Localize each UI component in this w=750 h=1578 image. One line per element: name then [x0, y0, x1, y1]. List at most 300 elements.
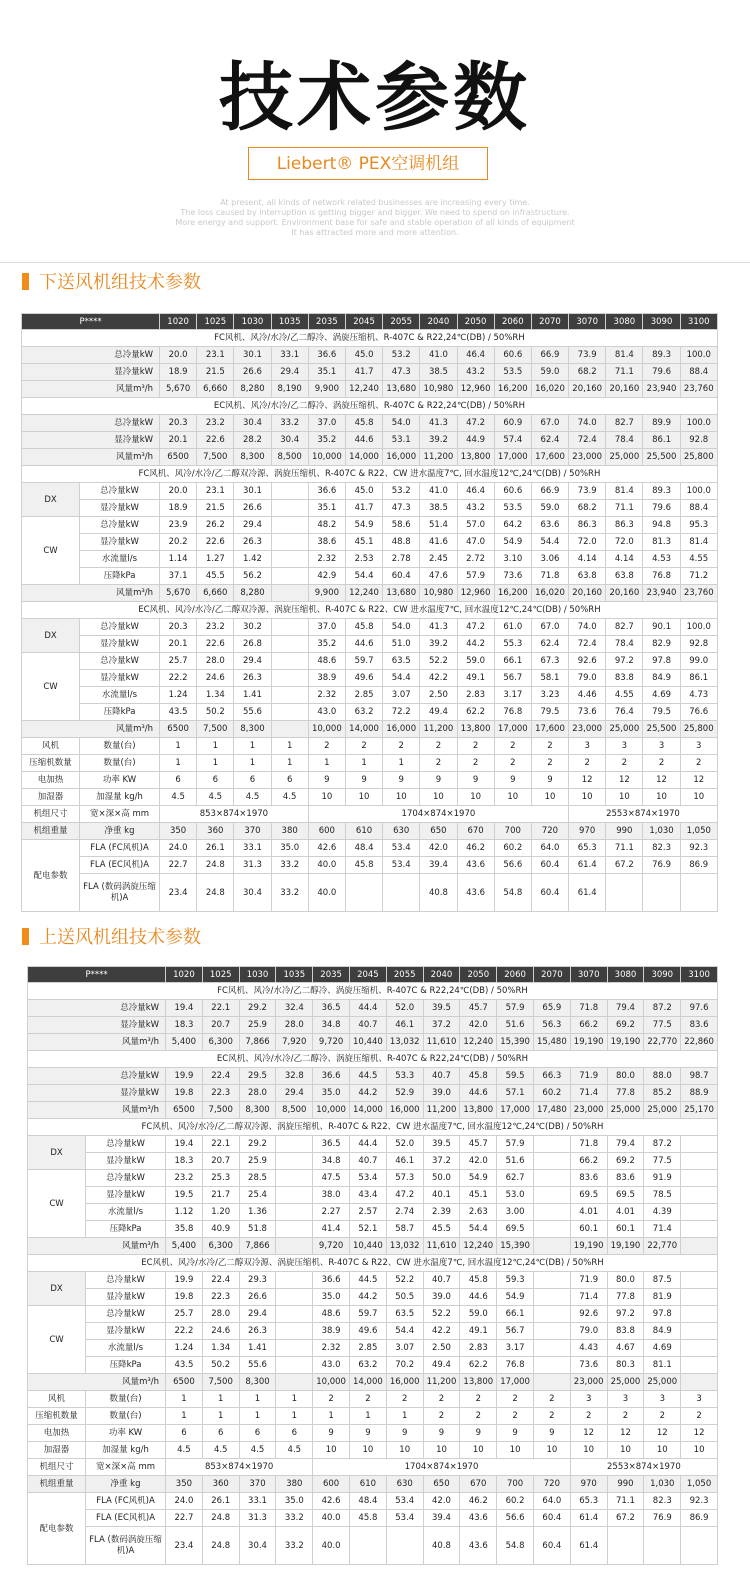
- table-cell: 52.2: [420, 653, 457, 670]
- table-cell: 9,720: [313, 1238, 350, 1255]
- table-cell: 40.7: [423, 1068, 460, 1085]
- model-header: 2035: [308, 314, 345, 330]
- table-cell: 10: [308, 789, 345, 806]
- table-cell: 45.0: [345, 347, 382, 364]
- table-cell: 29.4: [234, 653, 271, 670]
- table-cell: 2: [386, 1391, 423, 1408]
- row-label: 显冷量kW: [80, 534, 160, 551]
- table-cell: 10: [643, 789, 680, 806]
- table-cell: 2: [460, 1391, 497, 1408]
- table-cell: 10: [681, 1442, 718, 1459]
- table-cell: 86.9: [681, 1510, 718, 1527]
- table-cell: 5,670: [160, 585, 197, 602]
- table-cell: 54.0: [383, 619, 420, 636]
- table-row: [28, 1000, 718, 1017]
- table-cell: 1,050: [680, 823, 717, 840]
- table-cell: 45.0: [345, 483, 382, 500]
- table-cell: 1: [239, 1391, 276, 1408]
- table-cell: 22,770: [644, 1034, 681, 1051]
- table-cell: 25,500: [643, 721, 680, 738]
- table-cell: 54.4: [531, 534, 568, 551]
- table-cell: [276, 1340, 313, 1357]
- table-cell: 26.2: [197, 517, 234, 534]
- table-cell: 38.9: [308, 670, 345, 687]
- table-cell: 3.07: [386, 1340, 423, 1357]
- table-cell: 12,240: [460, 1034, 497, 1051]
- table-cell: [350, 1527, 387, 1565]
- table-cell: 84.9: [644, 1323, 681, 1340]
- table-cell: 44.9: [457, 432, 494, 449]
- table-row: [28, 1272, 718, 1289]
- table-cell: 59.3: [497, 1272, 534, 1289]
- table-cell: 81.1: [644, 1357, 681, 1374]
- table-row: [28, 967, 718, 983]
- table-cell: 17,000: [494, 721, 531, 738]
- table-cell: 35.2: [308, 432, 345, 449]
- table-cell: 670: [460, 1476, 497, 1493]
- table-cell: 1: [345, 755, 382, 772]
- table-cell: 51.8: [239, 1221, 276, 1238]
- product-subtitle: Liebert® PEX空调机组: [248, 147, 488, 180]
- table-cell: 72.2: [383, 704, 420, 721]
- row-label: FLA (EC风机)A: [80, 857, 160, 874]
- table-cell: 50.5: [386, 1289, 423, 1306]
- row-label: FLA (数码涡旋压缩机)A: [86, 1527, 166, 1565]
- table-cell: 88.4: [680, 500, 717, 517]
- table-cell: 45.1: [345, 534, 382, 551]
- table-cell: 54.4: [460, 1221, 497, 1238]
- table-cell: 14,000: [345, 449, 382, 466]
- table-cell: 700: [497, 1476, 534, 1493]
- row-label: 显冷量kW: [28, 1017, 166, 1034]
- table-cell: 19,190: [570, 1034, 607, 1051]
- row-label: 总冷量kW: [80, 619, 160, 636]
- row-label: 水流量l/s: [80, 551, 160, 568]
- table-cell: 990: [606, 823, 643, 840]
- table-cell: 67.2: [606, 857, 643, 874]
- row-label: 压缩机数量: [22, 755, 80, 772]
- table-row: [22, 347, 718, 364]
- table-cell: 34.8: [313, 1017, 350, 1034]
- table-cell: 2: [497, 1391, 534, 1408]
- table-cell: 10: [423, 1442, 460, 1459]
- page-title: 技术参数: [219, 55, 531, 141]
- table-cell: 28.2: [234, 432, 271, 449]
- table-row: [28, 1238, 718, 1255]
- table-row: [28, 1034, 718, 1051]
- table-cell: 11,200: [423, 1102, 460, 1119]
- table-cell: [276, 1306, 313, 1323]
- table-cell: 4.69: [644, 1340, 681, 1357]
- table-cell: 63.2: [350, 1357, 387, 1374]
- table-cell: 74.0: [569, 619, 606, 636]
- table-cell: 8,190: [271, 381, 308, 398]
- table-row: [22, 789, 718, 806]
- table-cell: 22.3: [202, 1085, 239, 1102]
- table-cell: 13,032: [386, 1238, 423, 1255]
- table-cell: 2: [607, 1408, 644, 1425]
- table-row: [22, 806, 718, 823]
- table-cell: 2.74: [386, 1204, 423, 1221]
- table-cell: 6,300: [202, 1238, 239, 1255]
- table-cell: 22.4: [202, 1068, 239, 1085]
- table-cell: 37.0: [308, 415, 345, 432]
- table-cell: 6500: [160, 721, 197, 738]
- table-cell: 2: [457, 755, 494, 772]
- table-cell: 23,940: [643, 381, 680, 398]
- table-cell: 2: [457, 738, 494, 755]
- table-cell: 2: [643, 755, 680, 772]
- row-label: 显冷量kW: [86, 1153, 166, 1170]
- table-cell: 9: [531, 772, 568, 789]
- table-cell: 73.6: [569, 704, 606, 721]
- table-cell: [681, 1187, 718, 1204]
- table-cell: 24.0: [160, 840, 197, 857]
- table-cell: [533, 1221, 570, 1238]
- table-cell: 22.3: [202, 1289, 239, 1306]
- section-heading-upflow: [22, 923, 201, 949]
- table-cell: 12,240: [460, 1238, 497, 1255]
- table-cell: 13,800: [457, 449, 494, 466]
- table-cell: 10,980: [420, 585, 457, 602]
- table-cell: 56.2: [234, 568, 271, 585]
- table-cell: 60.4: [533, 1510, 570, 1527]
- table-cell: 26.3: [234, 670, 271, 687]
- table-cell: 370: [239, 1476, 276, 1493]
- table-cell: 1.42: [234, 551, 271, 568]
- table-cell: 72.0: [569, 534, 606, 551]
- table-cell: 1.41: [234, 687, 271, 704]
- table-cell: 25.4: [239, 1187, 276, 1204]
- dx-label: DX: [22, 619, 80, 653]
- group-caption: EC风机、风冷/水冷/乙二醇双冷源、涡旋压缩机、R-407C & R22、CW 进水温度7℃, 回水温度12℃,24℃(DB) / 50%RH: [28, 1255, 718, 1272]
- table-cell: 2.83: [460, 1340, 497, 1357]
- model-header: 3100: [680, 314, 717, 330]
- table-cell: 10,000: [313, 1374, 350, 1391]
- table-cell: 10: [606, 789, 643, 806]
- table-cell: 23,940: [643, 585, 680, 602]
- table-cell: 34.8: [313, 1153, 350, 1170]
- table-cell: 85.2: [644, 1085, 681, 1102]
- table-cell: 44.5: [350, 1068, 387, 1085]
- table-cell: 4.01: [607, 1204, 644, 1221]
- table-cell: 9: [460, 1425, 497, 1442]
- table-cell: 79.6: [643, 500, 680, 517]
- table-cell: 10: [607, 1442, 644, 1459]
- table-cell: 30.2: [234, 619, 271, 636]
- blurb-line: The loss caused by interruption is getting bigger and bigger. We need to spend on infrastructure.: [180, 208, 570, 217]
- blurb-line: More energy and support. Environment base for safe and stable operation of all kinds of equipment: [175, 218, 575, 227]
- row-label: 水流量l/s: [80, 687, 160, 704]
- table-cell: 12,960: [457, 381, 494, 398]
- table-cell: 66.2: [570, 1153, 607, 1170]
- row-label: 总冷量kW: [86, 1136, 166, 1153]
- table-cell: 10: [420, 789, 457, 806]
- table-cell: 4.5: [160, 789, 197, 806]
- table-cell: 24.8: [202, 1510, 239, 1527]
- table-cell: 1: [234, 755, 271, 772]
- table-cell: [276, 1323, 313, 1340]
- table-cell: 23,760: [680, 381, 717, 398]
- table-cell: 63.8: [606, 568, 643, 585]
- table-cell: 9: [457, 772, 494, 789]
- table-cell: 40.0: [308, 874, 345, 912]
- table-cell: 100.0: [680, 415, 717, 432]
- table-cell: 20,160: [569, 585, 606, 602]
- table-cell: 30.4: [271, 432, 308, 449]
- row-label: 风量m³/h: [22, 381, 160, 398]
- table-cell: [606, 874, 643, 912]
- table-cell: 60.2: [494, 840, 531, 857]
- table-cell: 4.53: [643, 551, 680, 568]
- table-cell: 10: [457, 789, 494, 806]
- table-cell: 6: [271, 772, 308, 789]
- table-cell: 63.6: [531, 517, 568, 534]
- table-cell: 97.6: [681, 1000, 718, 1017]
- row-label: 显冷量kW: [80, 670, 160, 687]
- table-cell: 2.57: [350, 1204, 387, 1221]
- table-cell: 3.17: [497, 1340, 534, 1357]
- table-cell: 54.8: [497, 1527, 534, 1565]
- row-label: 显冷量kW: [28, 1085, 166, 1102]
- row-label: 总冷量kW: [80, 517, 160, 534]
- table-cell: 81.9: [644, 1289, 681, 1306]
- table-cell: 39.0: [423, 1085, 460, 1102]
- table-cell: 600: [313, 1476, 350, 1493]
- table-cell: 650: [423, 1476, 460, 1493]
- table-cell: 44.6: [460, 1085, 497, 1102]
- table-cell: 6,660: [197, 381, 234, 398]
- dimension-value: 2553×874×1970: [570, 1459, 717, 1476]
- table-cell: 10: [313, 1442, 350, 1459]
- table-row: [28, 1051, 718, 1068]
- row-label: 总冷量kW: [86, 1170, 166, 1187]
- table-cell: 35.0: [313, 1289, 350, 1306]
- table-cell: 370: [234, 823, 271, 840]
- model-header: P****: [28, 967, 166, 983]
- table-cell: 69.5: [607, 1187, 644, 1204]
- table-cell: 2: [494, 755, 531, 772]
- model-header: 2070: [531, 314, 568, 330]
- table-cell: 32.8: [276, 1068, 313, 1085]
- table-cell: 43.6: [457, 874, 494, 912]
- table-cell: 35.8: [166, 1221, 203, 1238]
- table-cell: 2: [420, 738, 457, 755]
- table-cell: 10: [569, 789, 606, 806]
- table-cell: 1.20: [202, 1204, 239, 1221]
- table-cell: 2.78: [383, 551, 420, 568]
- table-cell: [533, 1272, 570, 1289]
- model-header: 1035: [276, 967, 313, 983]
- table-row: [22, 602, 718, 619]
- table-cell: 3: [681, 1391, 718, 1408]
- table-cell: 7,920: [276, 1034, 313, 1051]
- table-cell: 24.6: [202, 1323, 239, 1340]
- table-cell: 25,800: [680, 449, 717, 466]
- table-cell: 49.6: [345, 670, 382, 687]
- table-cell: 92.3: [680, 840, 717, 857]
- table-cell: 61.0: [494, 619, 531, 636]
- table-cell: 2: [531, 738, 568, 755]
- table-cell: 58.6: [383, 517, 420, 534]
- table-cell: 68.2: [569, 500, 606, 517]
- table-cell: 97.8: [643, 653, 680, 670]
- model-header: 2040: [423, 967, 460, 983]
- table-cell: 5,400: [166, 1238, 203, 1255]
- table-cell: 55.6: [239, 1357, 276, 1374]
- table-cell: 9: [494, 772, 531, 789]
- cw-label: CW: [22, 653, 80, 721]
- table-cell: 67.0: [531, 619, 568, 636]
- table-cell: 70.2: [386, 1357, 423, 1374]
- table-cell: 970: [569, 823, 606, 840]
- table-cell: 35.0: [271, 840, 308, 857]
- table-cell: 48.8: [383, 534, 420, 551]
- table-cell: 78.4: [606, 432, 643, 449]
- table-cell: 14,000: [350, 1102, 387, 1119]
- row-label: 数量(台): [80, 738, 160, 755]
- table-cell: 66.9: [531, 347, 568, 364]
- row-label: 压降kPa: [86, 1357, 166, 1374]
- table-cell: 71.9: [570, 1068, 607, 1085]
- table-cell: 57.1: [497, 1085, 534, 1102]
- table-cell: 80.0: [607, 1272, 644, 1289]
- table-cell: 72.4: [569, 432, 606, 449]
- table-cell: 41.4: [313, 1221, 350, 1238]
- model-header: 3070: [569, 314, 606, 330]
- table-row: [22, 857, 718, 874]
- table-cell: 2: [313, 1391, 350, 1408]
- table-cell: [271, 568, 308, 585]
- table-cell: [643, 874, 680, 912]
- table-cell: 17,480: [533, 1102, 570, 1119]
- table-cell: 82.3: [643, 840, 680, 857]
- row-label: 宽×深×高 mm: [80, 806, 160, 823]
- table-cell: [681, 1357, 718, 1374]
- table-cell: 42.0: [460, 1153, 497, 1170]
- table-row: [22, 483, 718, 500]
- table-cell: 2: [681, 1408, 718, 1425]
- blurb-line: It has attracted more and more attention.: [291, 228, 459, 237]
- table-cell: 53.4: [350, 1170, 387, 1187]
- table-cell: 21.5: [197, 500, 234, 517]
- table-cell: 86.3: [569, 517, 606, 534]
- table-cell: 26.6: [234, 500, 271, 517]
- table-cell: 40.7: [350, 1017, 387, 1034]
- section-heading-downflow: [22, 268, 201, 294]
- table-cell: 41.7: [345, 500, 382, 517]
- table-cell: [271, 585, 308, 602]
- table-cell: 6500: [166, 1374, 203, 1391]
- table-cell: 49.4: [423, 1357, 460, 1374]
- table-cell: 92.6: [570, 1306, 607, 1323]
- table-cell: 41.6: [420, 534, 457, 551]
- table-cell: 59.0: [531, 500, 568, 517]
- table-cell: 1: [202, 1408, 239, 1425]
- table-cell: 6,660: [197, 585, 234, 602]
- model-header: 1030: [239, 967, 276, 983]
- table-cell: 39.2: [420, 432, 457, 449]
- table-cell: 55.6: [234, 704, 271, 721]
- row-label: 显冷量kW: [86, 1289, 166, 1306]
- table-cell: 45.8: [345, 415, 382, 432]
- row-label: 显冷量kW: [22, 364, 160, 381]
- table-cell: 7,500: [202, 1102, 239, 1119]
- table-cell: 71.1: [606, 840, 643, 857]
- table-cell: 50.2: [202, 1357, 239, 1374]
- table-cell: 23.1: [197, 347, 234, 364]
- table-cell: 1.36: [239, 1204, 276, 1221]
- table-cell: 87.5: [644, 1272, 681, 1289]
- row-label: 水流量l/s: [86, 1204, 166, 1221]
- table-cell: 37.2: [423, 1017, 460, 1034]
- row-label: 总冷量kW: [22, 347, 160, 364]
- table-cell: 100.0: [680, 619, 717, 636]
- table-cell: 16,200: [494, 585, 531, 602]
- table-cell: 43.6: [460, 1510, 497, 1527]
- table-cell: 600: [308, 823, 345, 840]
- table-cell: 23,000: [569, 449, 606, 466]
- table-cell: 13,680: [383, 585, 420, 602]
- table-cell: 62.4: [531, 432, 568, 449]
- table-row: [22, 398, 718, 415]
- table-cell: 89.3: [643, 347, 680, 364]
- table-cell: 51.4: [420, 517, 457, 534]
- table-cell: 37.2: [423, 1153, 460, 1170]
- table-cell: 19.9: [166, 1272, 203, 1289]
- table-cell: 42.0: [420, 840, 457, 857]
- table-row: [22, 466, 718, 483]
- table-cell: 53.2: [383, 347, 420, 364]
- table-cell: 79.0: [569, 670, 606, 687]
- table-row: [22, 585, 718, 602]
- table-cell: [383, 874, 420, 912]
- table-cell: 990: [607, 1476, 644, 1493]
- row-label: FLA (数码涡旋压缩机)A: [80, 874, 160, 912]
- table-cell: [533, 1170, 570, 1187]
- table-cell: 83.6: [681, 1017, 718, 1034]
- table-cell: 23,760: [680, 585, 717, 602]
- table-cell: 45.5: [423, 1221, 460, 1238]
- table-cell: 610: [350, 1476, 387, 1493]
- table-cell: 80.0: [607, 1068, 644, 1085]
- table-row: [22, 449, 718, 466]
- table-cell: 33.2: [276, 1510, 313, 1527]
- table-row: [22, 840, 718, 857]
- table-cell: 79.5: [531, 704, 568, 721]
- table-cell: 67.0: [531, 415, 568, 432]
- table-cell: 4.67: [607, 1340, 644, 1357]
- table-cell: 56.3: [533, 1017, 570, 1034]
- table-cell: 4.5: [271, 789, 308, 806]
- table-cell: 4.5: [202, 1442, 239, 1459]
- row-label: 宽×深×高 mm: [86, 1459, 166, 1476]
- table-cell: 2: [680, 755, 717, 772]
- table-cell: 16,020: [531, 381, 568, 398]
- table-cell: 1.34: [197, 687, 234, 704]
- table-cell: 2.45: [420, 551, 457, 568]
- table-cell: [271, 636, 308, 653]
- table-row: [28, 1153, 718, 1170]
- table-cell: [276, 1170, 313, 1187]
- intro-blurb: [0, 198, 750, 238]
- table-cell: 62.2: [460, 1357, 497, 1374]
- table-cell: 20,160: [606, 585, 643, 602]
- table-cell: 8,500: [276, 1102, 313, 1119]
- table-cell: 47.6: [420, 568, 457, 585]
- table-cell: 66.2: [570, 1017, 607, 1034]
- model-header: 2035: [313, 967, 350, 983]
